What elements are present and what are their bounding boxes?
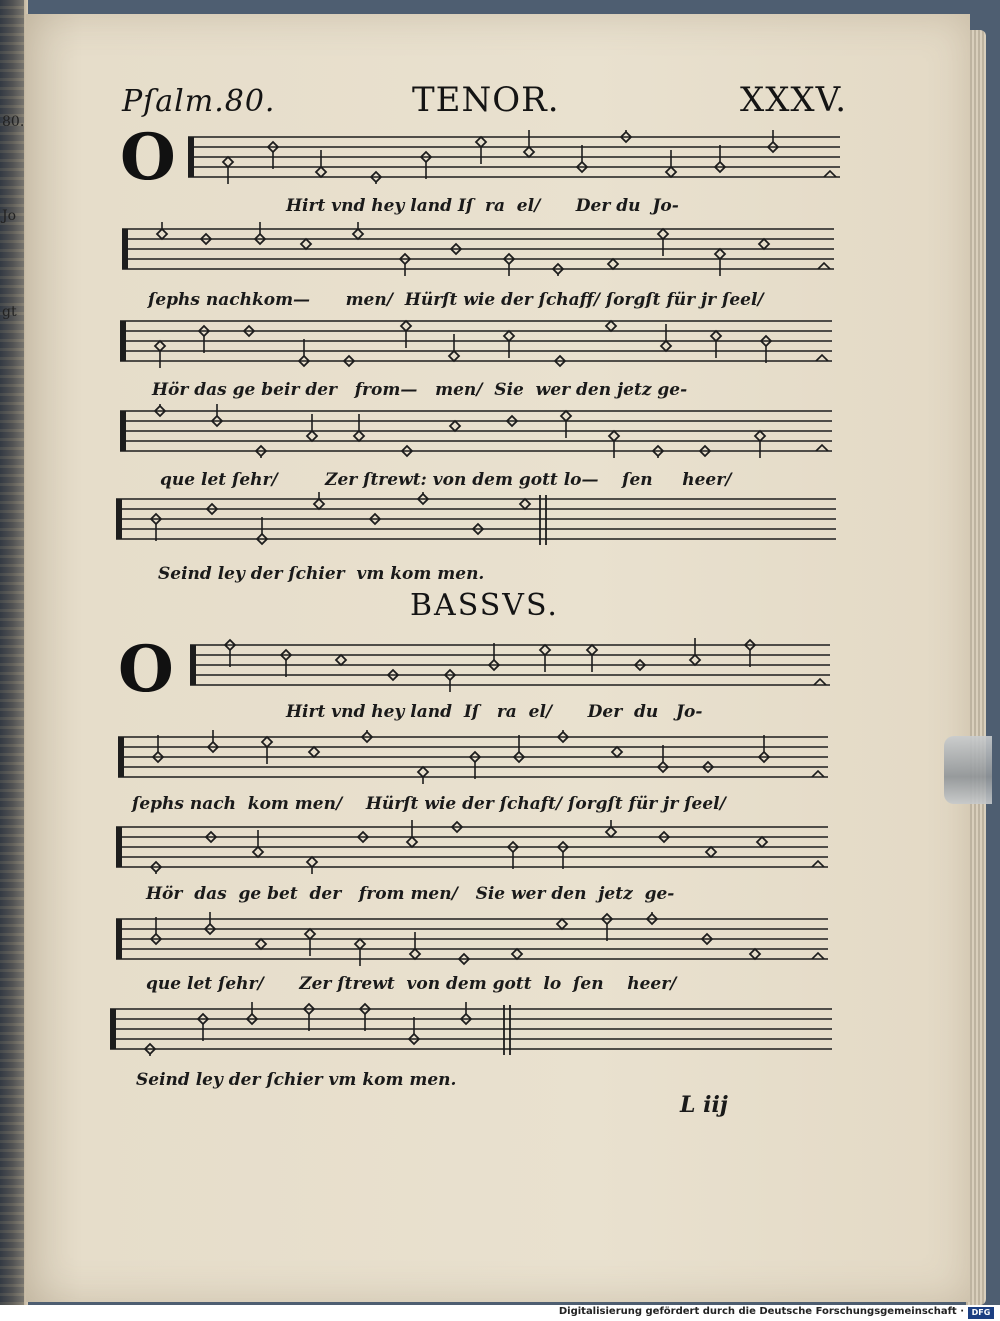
note-mark [557,919,567,929]
note-mark [489,643,499,670]
note-mark [757,837,767,847]
note-mark [145,1044,155,1056]
voice-title-tenor: TENOR. [412,80,560,120]
note-mark [561,411,571,438]
note-mark [759,735,769,762]
note-mark [299,339,309,366]
bassus-staff-5 [110,1002,832,1056]
note-mark [706,847,716,857]
note-mark [407,820,417,847]
note-mark [255,222,265,244]
note-mark [666,150,676,177]
note-mark [514,735,524,762]
note-mark [553,264,563,276]
staff-lines [116,492,836,546]
note-mark [609,431,619,458]
staff-lines [120,314,832,368]
bassus-lyric-5: Seind ley der ſchier vm kom men. [136,1070,457,1090]
note-mark [301,239,311,249]
note-mark [558,842,568,869]
tenor-staff-4 [120,404,832,458]
note-mark [336,655,346,665]
note-mark [504,331,514,358]
note-mark [354,414,364,441]
note-mark [587,645,597,672]
tenor-lyric-2: ſephs nachkom— men/ Hürſt wie der ſchaff/ ſorgſt für jr ſeel/ [148,290,764,310]
signature-mark: L iij [680,1092,728,1118]
note-mark [715,145,725,172]
note-mark [212,404,222,426]
note-mark [225,640,235,667]
tenor-staff-5 [116,492,836,546]
note-mark [418,492,428,504]
note-mark [247,1002,257,1024]
note-mark [445,670,455,692]
note-mark [608,259,618,269]
note-mark [759,239,769,249]
tenor-lyric-5: Seind ley der ſchier vm kom men. [158,564,485,584]
note-mark [151,862,161,874]
note-mark [371,172,381,184]
note-mark [761,336,771,363]
note-mark [410,932,420,959]
page-number: XXXV. [740,80,848,120]
note-mark [257,517,267,544]
note-mark [470,752,480,779]
staff-lines [122,222,834,276]
note-mark [262,737,272,764]
note-mark [450,421,460,431]
note-mark [690,638,700,665]
staff-lines [190,638,830,692]
dfg-logo: DFG [968,1307,994,1319]
note-mark [750,949,760,959]
note-mark [661,324,671,351]
note-mark [745,640,755,667]
note-mark [305,929,315,956]
note-mark [449,334,459,361]
note-mark [647,912,657,924]
staff-lines [110,1002,832,1056]
note-mark [400,254,410,276]
tenor-lyric-3: Hör das ge beir der from— men/ Sie wer den jetz ge- [152,380,688,400]
note-mark [520,499,530,509]
note-mark [360,1004,370,1031]
note-mark [256,446,266,458]
note-mark [418,767,428,784]
edge-text-1: 80. [2,114,25,130]
note-mark [153,735,163,762]
bassus-staff-1 [190,638,830,692]
note-mark [151,514,161,541]
staff-lines [118,730,828,784]
tenor-initial-letter: O [120,120,176,195]
note-mark [157,222,167,239]
bassus-lyric-3: Hör das ge bet der from men/ Sie wer den jetz ge- [146,884,675,904]
note-mark [199,326,209,353]
note-mark [155,404,165,416]
note-mark [504,254,514,276]
note-mark [577,145,587,172]
psalm-number: Pſalm.80. [122,84,276,119]
note-mark [461,1002,471,1024]
note-mark [508,842,518,869]
note-mark [612,747,622,757]
tenor-lyric-4: que let ſehr/ Zer ſtrewt: von dem gott lo— ſen heer/ [160,470,732,490]
note-mark [268,142,278,169]
note-mark [401,321,411,348]
bassus-lyric-1: Hirt vnd hey land Iſ ra el/ Der du Jo- [286,702,703,722]
note-mark [314,492,324,509]
note-mark [307,414,317,441]
tenor-lyric-1: Hirt vnd hey land Iſ ra el/ Der du Jo- [286,196,679,216]
edge-text-2: Jo [2,208,17,224]
note-mark [409,1017,419,1044]
note-mark [223,157,233,184]
staff-lines [120,404,832,458]
tenor-staff-2 [122,222,834,276]
staff-lines [116,912,828,966]
note-mark [653,446,663,458]
note-mark [715,249,725,276]
tenor-staff-3 [120,314,832,368]
bassus-staff-4 [116,912,828,966]
note-mark [658,745,668,772]
note-mark [606,820,616,837]
note-mark [309,747,319,757]
previous-page-edge [0,100,26,600]
note-mark [524,130,534,157]
note-mark [253,830,263,857]
note-mark [256,939,266,949]
note-mark [606,321,616,331]
page-clip [944,736,992,804]
note-mark [512,949,522,959]
staff-lines [188,130,840,184]
note-mark [281,650,291,677]
bassus-lyric-2: ſephs nach kom men/ Hürſt wie der ſchaft/ ſorgſt für jr ſeel/ [132,794,726,814]
note-mark [421,152,431,179]
bassus-staff-2 [118,730,828,784]
note-mark [476,137,486,164]
note-mark [155,341,165,368]
bassus-lyric-4: que let ſehr/ Zer ſtrewt von dem gott lo ſen heer/ [146,974,677,994]
note-mark [621,130,631,142]
note-mark [316,150,326,177]
note-mark [658,229,668,256]
note-mark [558,730,568,742]
note-mark [362,730,372,742]
voice-title-bassus: BASSVS. [410,588,559,623]
note-mark [540,645,550,672]
note-mark [307,857,317,874]
staff-lines [116,820,828,874]
note-mark [353,222,363,239]
note-mark [208,730,218,752]
note-mark [711,331,721,358]
note-mark [768,130,778,152]
tenor-staff-1 [188,130,840,184]
bassus-initial-letter: O [118,632,174,707]
note-mark [755,431,765,458]
footer-credit: Digitalisierung gefördert durch die Deutsche Forschungsgemeinschaft · [558,1306,964,1317]
note-mark [304,1004,314,1031]
note-mark [198,1014,208,1041]
note-mark [151,917,161,944]
note-mark [355,939,365,966]
bassus-staff-3 [116,820,828,874]
note-mark [205,912,215,934]
note-mark [602,914,612,941]
edge-text-3: gt [2,304,17,320]
